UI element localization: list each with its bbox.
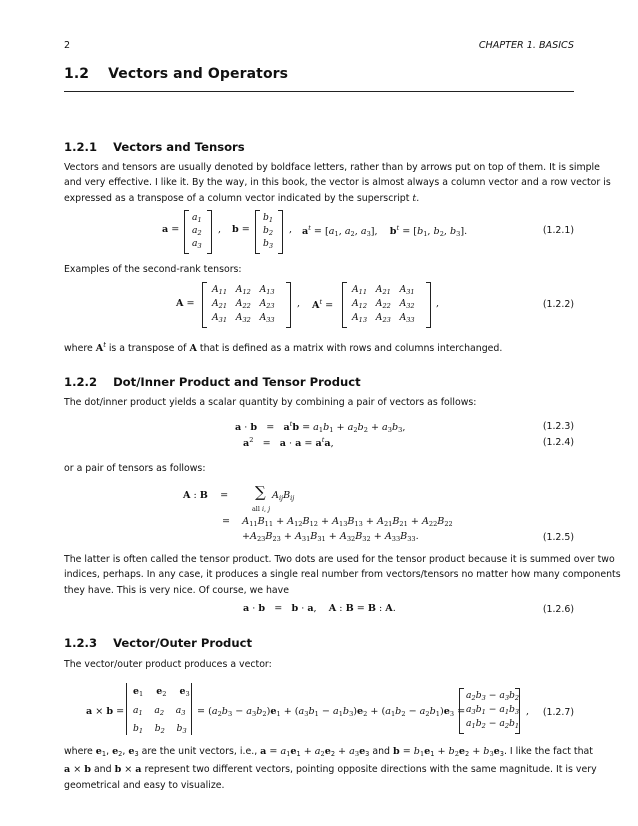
- paragraph-dot-product: The dot/inner product yields a scalar quantity by combining a pair of vectors as follows:: [64, 397, 477, 408]
- equation-1-2-5: A : B =: [183, 490, 229, 501]
- text-fragment: . I like the fact that: [503, 746, 593, 757]
- section-rule: [64, 91, 574, 92]
- paragraph-line: Vectors and tensors are usually denoted by boldface letters, rather than by arrows put on top of them. It is simple: [64, 162, 600, 173]
- bracket-right: [278, 210, 283, 254]
- subsection-title-3: [64, 636, 252, 650]
- equation-1-2-6: a · b = b · a, A : B = B : A.: [243, 603, 396, 614]
- paragraph-line: The latter is often called the tensor product. Two dots are used for the tensor product because it is summed over two: [64, 554, 615, 565]
- paragraph-transpose: where $A^t$ is a transpose of A that is defined as a matrix with rows and columns interchanged.: [64, 341, 503, 354]
- subsection-title-1: [64, 140, 245, 154]
- subsection-number: 1.2.3: [64, 636, 98, 650]
- equation-1-2-1: a =: [162, 224, 180, 235]
- section-title-text: Vectors and Operators: [108, 66, 289, 82]
- text-fragment: where: [64, 746, 93, 757]
- chapter-header: CHAPTER 1. BASICS: [478, 40, 574, 51]
- bracket-right: [286, 282, 291, 328]
- subsection-title-text: Dot/Inner Product and Tensor Product: [113, 375, 361, 389]
- page-number: 2: [64, 40, 71, 51]
- paragraph-line: they have. This is very nice. Of course, we have: [64, 584, 289, 596]
- subsection-title-text: Vectors and Tensors: [113, 140, 245, 154]
- bracket-left: [255, 210, 260, 254]
- section-number: 1.2: [64, 66, 90, 82]
- equation-number: (1.2.6): [542, 604, 574, 615]
- subsection-number: 1.2.1: [64, 140, 98, 154]
- text-fragment: are the unit vectors, i.e.,: [141, 746, 258, 757]
- text-fragment: and: [93, 764, 112, 776]
- subsection-title-text: Vector/Outer Product: [113, 636, 253, 650]
- text-fragment: is a transpose of: [108, 343, 187, 354]
- paragraph-line: indices, perhaps. In any case, it produces a single real number from vectors/tensors no matter how many components: [64, 569, 621, 581]
- equation-number: (1.2.1): [542, 225, 574, 236]
- section-title: [64, 66, 288, 82]
- paragraph-unit-vectors: where $e_1$, $e_2$, $e_3$ are the unit vectors, i.e., $a = a_1e_1 + a_2e_2 + a_3e_3$ and $b = b_1e_1 + b_2e_2 + b_3e_3$. I like the fact that a × b and b × a represent two different vectors, pointing opposite directions with the same magnitude. It is very geometrical and easy to visualize.: [64, 744, 574, 793]
- paragraph-vectors-intro: Vectors and tensors are usually denoted by boldface letters, rather than by arrows put on top of them. It is simple and very effective. I like it. By the way, in this book, the vector is almost always a column vector and a row vector is expressed as a transpose of a column vector indicated by the superscript t.: [64, 162, 611, 204]
- paragraph-tensors: or a pair of tensors as follows:: [64, 463, 206, 474]
- subsection-number: 1.2.2: [64, 375, 98, 389]
- text-fragment: and: [372, 746, 390, 757]
- bracket-right: [426, 282, 431, 328]
- document-page: 2 CHAPTER 1. BASICS 1.2 Vectors and Operators 1.2.1 Vectors and Tensors Vectors and tensors are usually denoted by boldface letters, rather than by arrows put on top of them. It is simple and very effective. I like it. By the way, in this book, the vector is almost always a column vector and a row vector is expressed as a transpose of a column vector indicated by the superscript t. a = $a_1$ $a_2$ $a_3$ , b = $b_1$ $b_2$ $b_3$ , $a^t = [a_1$, $a_2$, $a_3$], $b^t = [b_1$, $b_2$, $b_3$]. (1.2.1) Examples of the second-rank tensors: A = $A_{11}$ $A_{12}$ $A_{13}$ $A_{21}$ $A_{22}$ $A_{23}$ $A_{31}$ $A_{32}$ $A_{33}$ , $A^t$ = $A_{11}$ $A_{21}$ $A_{31}$ $A_{12}$ $A_{22}$ $A_{32}$ $A_{13}$ $A_{23}$ $A_{33}$ , (1.2.2) where $A^t$ is a transpose of A that is defined as a matrix with rows and columns interchanged. 1.2.2 Dot/Inner Product and Tensor Product The dot/inner product yields a scalar quantity by combining a pair of vectors as follows: $a \cdot b = a^tb = a_1b_1 + a_2b_2 + a_3b_3$, (1.2.3) $a^2 = a \cdot a = a^ta$, (1.2.4) or a pair of tensors as follows: A : B = ∑ all i, j $A_{ij}B_{ij}$ = $A_{11}B_{11} + A_{12}B_{12} + A_{13}B_{13} + A_{21}B_{21} + A_{22}B_{22}$ $+A_{23}B_{23} + A_{31}B_{31} + A_{32}B_{32} + A_{33}B_{33}$. (1.2.5) The latter is often called the tensor product. Two dots are used for the tensor product because it is summed over two indices, perhaps. In any case, it produces a single real number from vectors/tensors no matter how many components they have. This is very nice. Of course, we have a · b = b · a, A : B = B : A. (1.2.6) 1.2.3 Vector/Outer Product The vector/outer product produces a vector: a × b = $e_1$ $e_2$ $e_3$ $a_1$ $a_2$ $a_3$ $b_1$ $b_2$ $b_3$ = $(a_2b_3 - a_3b_2)e_1 + (a_3b_1 - a_1b_3)e_2 + (a_1b_2 - a_2b_1)e_3$ = $a_2b_3 - a_3b_2$ $a_3b_1 - a_1b_3$ $a_1b_2 - a_2b_1$ , (1.2.7) where $e_1$, $e_2$, $e_3$ are the unit vectors, i.e., $a = a_1e_1 + a_2e_2 + a_3e_3$ and $b = b_1e_1 + b_2e_2 + b_3e_3$. I like the fact that a × b and b × a represent two different vectors, pointing opposite directions with the same magnitude. It is very geometrical and easy to visualize.: [0, 0, 638, 826]
- equation-number: (1.2.7): [542, 707, 574, 718]
- determinant-bar-left: [126, 683, 127, 735]
- equation-1-2-4: $a^2 = a \cdot a = a^ta$,: [243, 436, 334, 449]
- sum-symbol: ∑: [255, 483, 266, 501]
- bracket-left: [459, 688, 464, 734]
- paragraph-line: expressed as a transpose of a column vector indicated by the superscript: [64, 192, 410, 204]
- text-fragment: where: [64, 343, 93, 354]
- equation-number: (1.2.4): [542, 437, 574, 448]
- paragraph-line: geometrical and easy to visualize.: [64, 779, 225, 791]
- paragraph-tensor-product: [64, 552, 621, 598]
- paragraph-outer-product: The vector/outer product produces a vector:: [64, 659, 272, 670]
- text-fragment: that is defined as a matrix with rows and columns interchanged.: [199, 343, 503, 354]
- text-fragment: represent two different vectors, pointing opposite directions with the same magnitude. It is very: [144, 764, 597, 776]
- subsection-title-2: [64, 375, 361, 389]
- bracket-right: [515, 688, 520, 734]
- equation-1-2-7: a × b =: [86, 706, 125, 717]
- determinant-bar-right: [191, 683, 192, 735]
- equation-number: (1.2.5): [542, 532, 574, 543]
- math-symbol: t: [412, 192, 417, 204]
- bracket-left: [202, 282, 207, 328]
- equation-number: (1.2.2): [542, 299, 574, 310]
- bracket-left: [184, 210, 189, 254]
- paragraph-second-rank: Examples of the second-rank tensors:: [64, 264, 242, 275]
- paragraph-line: and very effective. I like it. By the way, in this book, the vector is almost always a column vector and a row vector is: [64, 177, 611, 189]
- bracket-left: [342, 282, 347, 328]
- equation-1-2-3: $a \cdot b = a^tb = a_1b_1 + a_2b_2 + a_3b_3$,: [235, 420, 406, 434]
- bracket-right: [207, 210, 212, 254]
- equation-number: (1.2.3): [542, 421, 574, 432]
- equation-1-2-2: A =: [176, 298, 195, 309]
